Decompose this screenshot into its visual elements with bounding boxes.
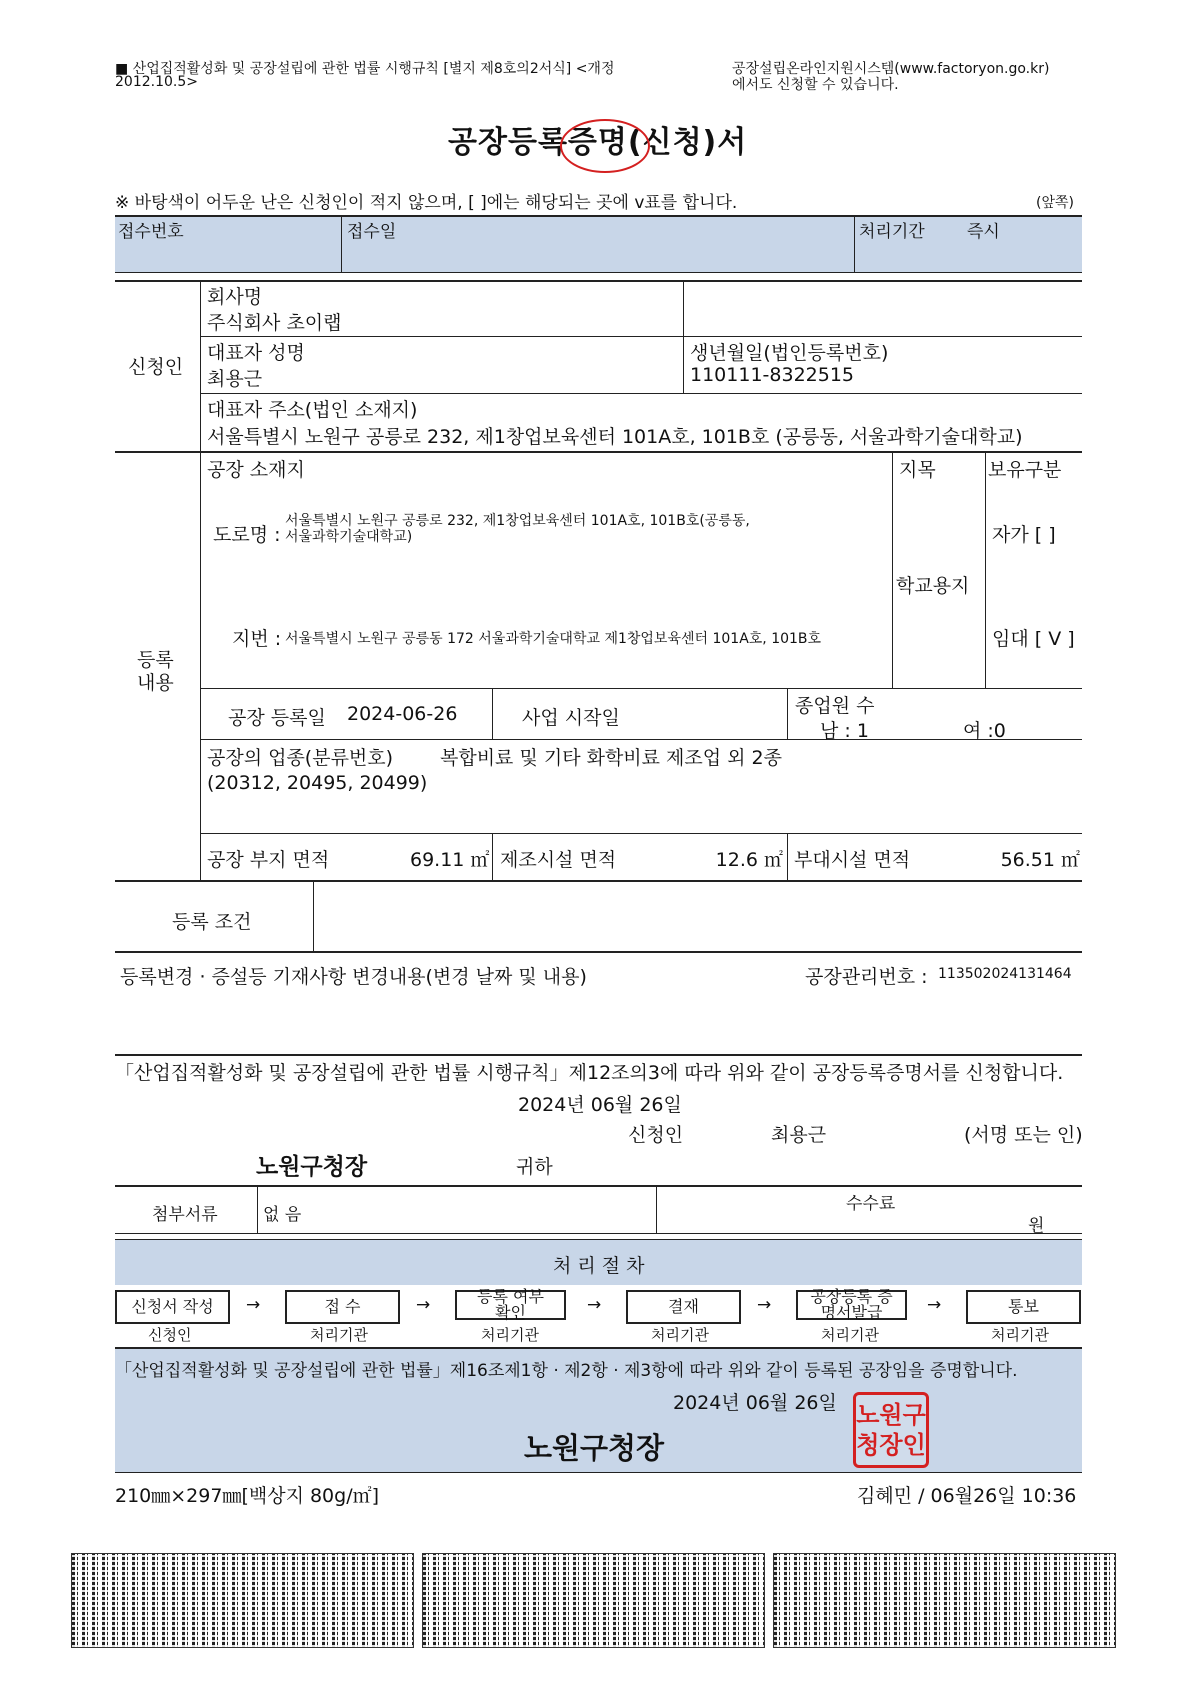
arrow-icon: → <box>416 1295 431 1315</box>
receipt-number-label: 접수번호 <box>118 222 184 242</box>
divider <box>492 834 493 880</box>
issued-by-timestamp: 김혜민 / 06월26일 10:36 <box>857 1485 1077 1507</box>
receipt-row-shade <box>115 216 1082 273</box>
company-name-label: 회사명 <box>207 286 263 308</box>
step-actor: 처리기관 <box>821 1326 879 1344</box>
divider <box>200 281 201 451</box>
ownership-lease-checkbox[interactable]: 임대 [ V ] <box>992 628 1075 650</box>
industry-value: 복합비료 및 기타 화학비료 제조업 외 2종 <box>440 747 782 769</box>
divider <box>313 882 314 952</box>
arrow-icon: → <box>587 1295 602 1315</box>
recipient-suffix: 귀하 <box>516 1156 553 1178</box>
step-certificate-issuance: 공장등록 증명서발급 <box>796 1290 907 1320</box>
divider <box>787 834 788 880</box>
legal-reference-revision: 2012.10.5> <box>115 74 198 90</box>
online-system-note-2: 에서도 신청할 수 있습니다. <box>732 77 899 93</box>
industry-label: 공장의 업종(분류번호) <box>207 747 394 769</box>
land-category-value: 학교용지 <box>896 575 970 597</box>
registration-date-value: 2024-06-26 <box>347 703 458 725</box>
site-area-label: 공장 부지 면적 <box>207 849 330 871</box>
step-receipt: 접 수 <box>285 1290 400 1324</box>
registration-date-label: 공장 등록일 <box>228 707 326 729</box>
arrow-icon: → <box>246 1295 261 1315</box>
divider <box>115 880 1082 882</box>
barcode-image <box>773 1553 1116 1648</box>
divider <box>683 281 684 394</box>
divider <box>115 1472 1082 1473</box>
barcode-image <box>422 1553 765 1648</box>
lot-address-label: 지번 : <box>232 628 282 650</box>
change-history-label: 등록변경 · 증설등 기재사항 변경내용(변경 날짜 및 내용) <box>120 966 587 988</box>
instruction-notice: ※ 바탕색이 어두운 난은 신청인이 적지 않으며, [ ]에는 해당되는 곳에 v표를 합니다. <box>115 193 738 213</box>
registration-section-label-2: 내용 <box>137 672 174 694</box>
signature-hint: (서명 또는 인) <box>964 1124 1083 1146</box>
factory-management-number: 113502024131464 <box>938 966 1072 982</box>
step-notification: 통보 <box>966 1290 1081 1324</box>
procedure-title: 처 리 절 차 <box>553 1255 645 1277</box>
step-approval: 결재 <box>626 1290 741 1324</box>
declaration-text: 「산업집적활성화 및 공장설립에 관한 법률 시행규칙」제12조의3에 따라 위와 같이 공장등록증명서를 신청합니다. <box>115 1062 1064 1084</box>
divider <box>115 1347 1082 1349</box>
divider <box>985 452 986 688</box>
step-application-writing: 신청서 작성 <box>115 1290 230 1324</box>
title-struck-word <box>568 125 628 160</box>
attachments-label: 첨부서류 <box>152 1205 218 1225</box>
divider <box>492 689 493 739</box>
receipt-date-label: 접수일 <box>347 222 397 242</box>
lot-address-value: 서울특별시 노원구 공릉동 172 서울과학기술대학교 제1창업보육센터 101A호, 101B호 <box>285 631 822 647</box>
representative-name-value: 최용근 <box>207 368 263 390</box>
declaration-date: 2024년 06월 26일 <box>518 1094 682 1116</box>
correction-circle <box>560 119 650 173</box>
fee-unit: 원 <box>1028 1216 1045 1236</box>
divider <box>787 689 788 739</box>
factory-management-number-label: 공장관리번호 : <box>805 966 928 988</box>
issuer-name: 노원구청장 <box>524 1431 665 1465</box>
certification-date: 2024년 06월 26일 <box>673 1392 837 1414</box>
attachments-value: 없 음 <box>263 1205 302 1225</box>
road-address-value-1: 서울특별시 노원구 공릉로 232, 제1창업보육센터 101A호, 101B호(공릉동, <box>285 513 750 529</box>
industry-codes: (20312, 20495, 20499) <box>207 772 428 794</box>
arrow-icon: → <box>757 1295 772 1315</box>
auxiliary-area-label: 부대시설 면적 <box>794 849 911 871</box>
divider <box>201 739 1082 740</box>
step-actor: 처리기관 <box>991 1326 1049 1344</box>
auxiliary-area-value: 56.51 ㎡ <box>1000 849 1080 871</box>
seal-text-2: 청장인 <box>856 1431 926 1459</box>
divider <box>115 1054 1082 1056</box>
representative-address-value: 서울특별시 노원구 공릉로 232, 제1창업보육센터 101A호, 101B호 (공릉동, 서울과학기술대학교) <box>207 426 1023 448</box>
birth-date-label: 생년월일(법인등록번호) <box>690 342 889 364</box>
official-seal <box>853 1392 929 1468</box>
fee-label: 수수료 <box>846 1194 896 1214</box>
employee-count-label: 종업원 수 <box>795 695 875 717</box>
manufacturing-area-label: 제조시설 면적 <box>500 849 617 871</box>
representative-name-label: 대표자 성명 <box>207 342 305 364</box>
legal-reference: ■ 산업집적활성화 및 공장설립에 관한 법률 시행규칙 [별지 제8호의2서식] <개정 <box>115 61 615 77</box>
divider <box>656 1186 657 1233</box>
ownership-label: 보유구분 <box>988 459 1062 481</box>
manufacturing-area-value: 12.6 ㎡ <box>715 849 783 871</box>
applicant-signature-label: 신청인 <box>628 1124 684 1146</box>
divider <box>115 1185 1082 1187</box>
divider <box>115 1233 1082 1234</box>
barcode-image <box>71 1553 414 1648</box>
divider <box>257 1186 258 1233</box>
divider <box>115 1239 1082 1240</box>
title-part-3: (신청)서 <box>627 125 748 160</box>
step-actor: 처리기관 <box>651 1326 709 1344</box>
factory-location-label: 공장 소재지 <box>207 459 305 481</box>
divider <box>201 833 1082 834</box>
divider <box>201 688 1082 689</box>
seal-text-1: 노원구 <box>856 1401 926 1429</box>
ownership-own-checkbox[interactable]: 자가 [ ] <box>992 524 1056 546</box>
business-start-date-label: 사업 시작일 <box>522 707 620 729</box>
applicant-section-label: 신청인 <box>128 356 184 378</box>
front-side-label: (앞쪽) <box>1036 195 1074 211</box>
recipient-name: 노원구청장 <box>256 1154 368 1180</box>
representative-address-label: 대표자 주소(법인 소재지) <box>207 399 418 421</box>
divider <box>854 216 855 273</box>
birth-date-value: 110111-8322515 <box>690 364 855 386</box>
road-address-value-2: 서울과학기술대학교) <box>285 529 413 545</box>
divider <box>201 393 1082 394</box>
step-registration-check: 등록 여부 확인 <box>455 1290 566 1320</box>
female-employee-count: 여 :0 <box>963 720 1006 742</box>
divider <box>115 215 1082 217</box>
divider <box>200 452 201 880</box>
divider <box>201 336 1082 337</box>
paper-specification: 210㎜×297㎜[백상지 80g/㎡] <box>115 1485 380 1507</box>
page-title <box>448 117 747 161</box>
title-part-2: 증명 <box>567 125 628 160</box>
divider <box>115 951 1082 953</box>
step-actor: 신청인 <box>148 1326 192 1344</box>
registration-conditions-label: 등록 조건 <box>172 911 252 933</box>
company-name-value: 주식회사 초이랩 <box>207 312 342 334</box>
male-employee-count: 남 : 1 <box>820 720 869 742</box>
road-address-label: 도로명 : <box>213 524 281 546</box>
divider <box>892 452 893 688</box>
processing-period-label: 처리기간 <box>859 222 925 242</box>
certification-text: 「산업집적활성화 및 공장설립에 관한 법률」제16조제1항 · 제2항 · 제3항에 따라 위와 같이 등록된 공장임을 증명합니다. <box>115 1361 1018 1381</box>
divider <box>115 272 1082 273</box>
processing-period-value: 즉시 <box>967 222 1000 242</box>
arrow-icon: → <box>927 1295 942 1315</box>
step-actor: 처리기관 <box>481 1326 539 1344</box>
step-actor: 처리기관 <box>310 1326 368 1344</box>
divider <box>341 216 342 273</box>
online-system-note: 공장설립온라인지원시스템(www.factoryon.go.kr) <box>732 61 1050 77</box>
title-part-1: 공장등록 <box>448 125 568 160</box>
applicant-signature-name: 최용근 <box>771 1124 827 1146</box>
site-area-value: 69.11 ㎡ <box>410 849 490 871</box>
registration-section-label-1: 등록 <box>137 649 174 671</box>
divider <box>115 451 1082 453</box>
land-category-label: 지목 <box>899 459 936 481</box>
